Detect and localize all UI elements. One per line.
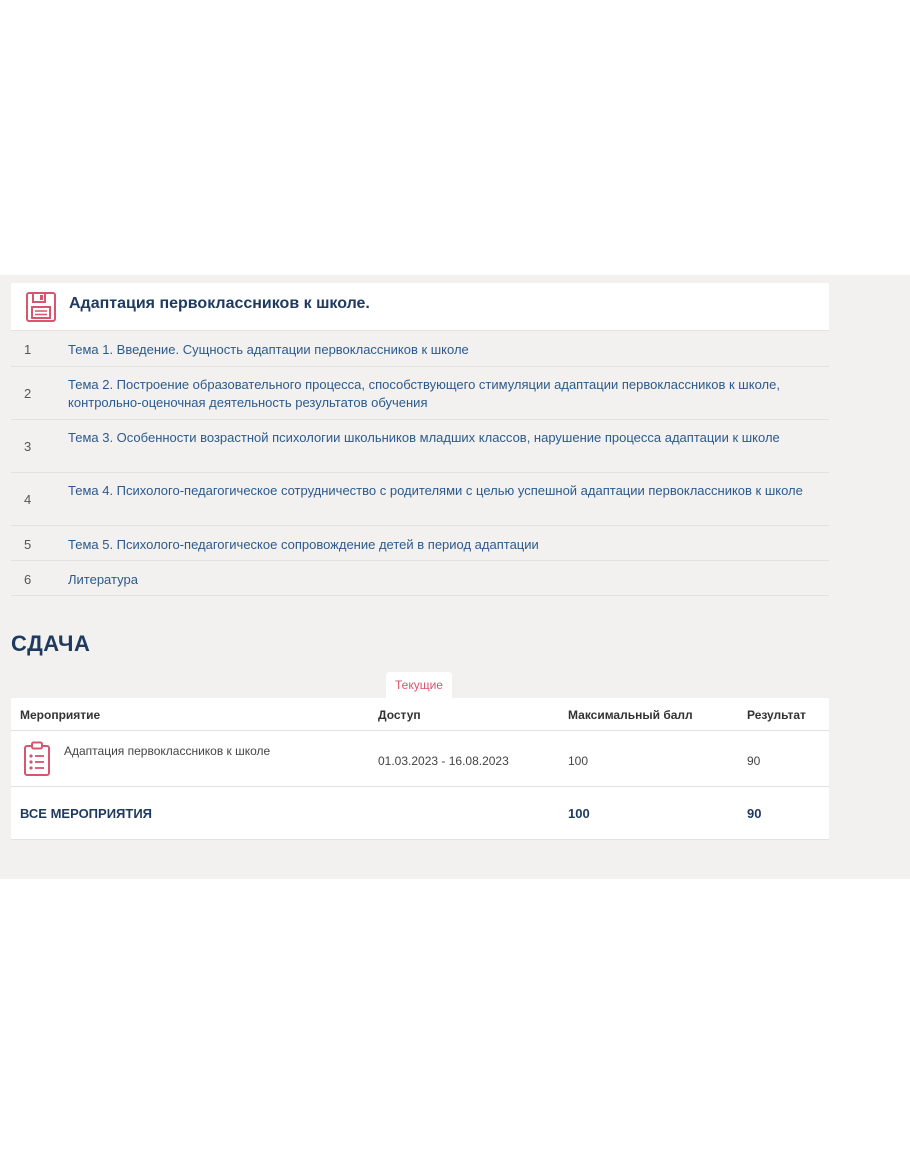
topic-link[interactable]: Тема 4. Психолого-педагогическое сотрудничество с родителями с целью успешной адаптации первоклассников к школе xyxy=(68,483,803,498)
topic-link[interactable]: Литература xyxy=(68,572,138,587)
topic-link[interactable]: Тема 3. Особенности возрастной психологии школьников младших классов, нарушение процесса адаптации к школе xyxy=(68,430,780,445)
submission-heading: СДАЧА xyxy=(11,631,91,656)
submission-table xyxy=(11,698,829,840)
topic-link[interactable]: Тема 1. Введение. Сущность адаптации первоклассников к школе xyxy=(68,342,469,357)
topic-number: 2 xyxy=(24,386,32,401)
total-result: 90 xyxy=(747,806,762,821)
topic-link[interactable]: Тема 5. Психолого-педагогическое сопровождение детей в период адаптации xyxy=(68,537,539,552)
topic-row[interactable] xyxy=(11,561,829,596)
column-header-event: Мероприятие xyxy=(20,708,101,722)
topic-row[interactable] xyxy=(11,420,829,473)
event-name[interactable]: Адаптация первоклассников к школе xyxy=(64,744,271,758)
topic-number: 1 xyxy=(24,342,32,357)
topic-number: 4 xyxy=(24,492,32,507)
topic-number: 6 xyxy=(24,572,32,587)
table-header xyxy=(11,698,829,731)
event-access: 01.03.2023 - 16.08.2023 xyxy=(378,754,509,768)
tab-current[interactable]: Текущие xyxy=(386,672,452,698)
table-row[interactable] xyxy=(11,731,829,787)
column-header-result: Результат xyxy=(747,708,806,722)
clipboard-checklist-icon xyxy=(23,741,51,777)
topic-row[interactable] xyxy=(11,331,829,367)
topic-list xyxy=(11,331,829,596)
topic-number: 3 xyxy=(24,439,32,454)
topic-number: 5 xyxy=(24,537,32,552)
total-max-score: 100 xyxy=(568,806,590,821)
topic-row[interactable] xyxy=(11,367,829,420)
topic-row[interactable] xyxy=(11,526,829,561)
total-label: ВСЕ МЕРОПРИЯТИЯ xyxy=(20,806,153,821)
column-header-access: Доступ xyxy=(378,708,421,722)
column-header-max-score: Максимальный балл xyxy=(568,708,693,722)
course-title: Адаптация первоклассников к школе. xyxy=(69,295,370,312)
total-row xyxy=(11,787,829,840)
topic-link[interactable]: Тема 2. Построение образовательного процесса, способствующего стимуляции адаптации первоклассников к школе, контрольно-оценочная деятельность результатов обучения xyxy=(68,377,780,410)
course-header xyxy=(11,283,829,331)
event-max-score: 100 xyxy=(568,754,589,768)
topic-row[interactable] xyxy=(11,473,829,526)
floppy-disk-icon xyxy=(25,291,57,323)
event-result: 90 xyxy=(747,754,761,768)
